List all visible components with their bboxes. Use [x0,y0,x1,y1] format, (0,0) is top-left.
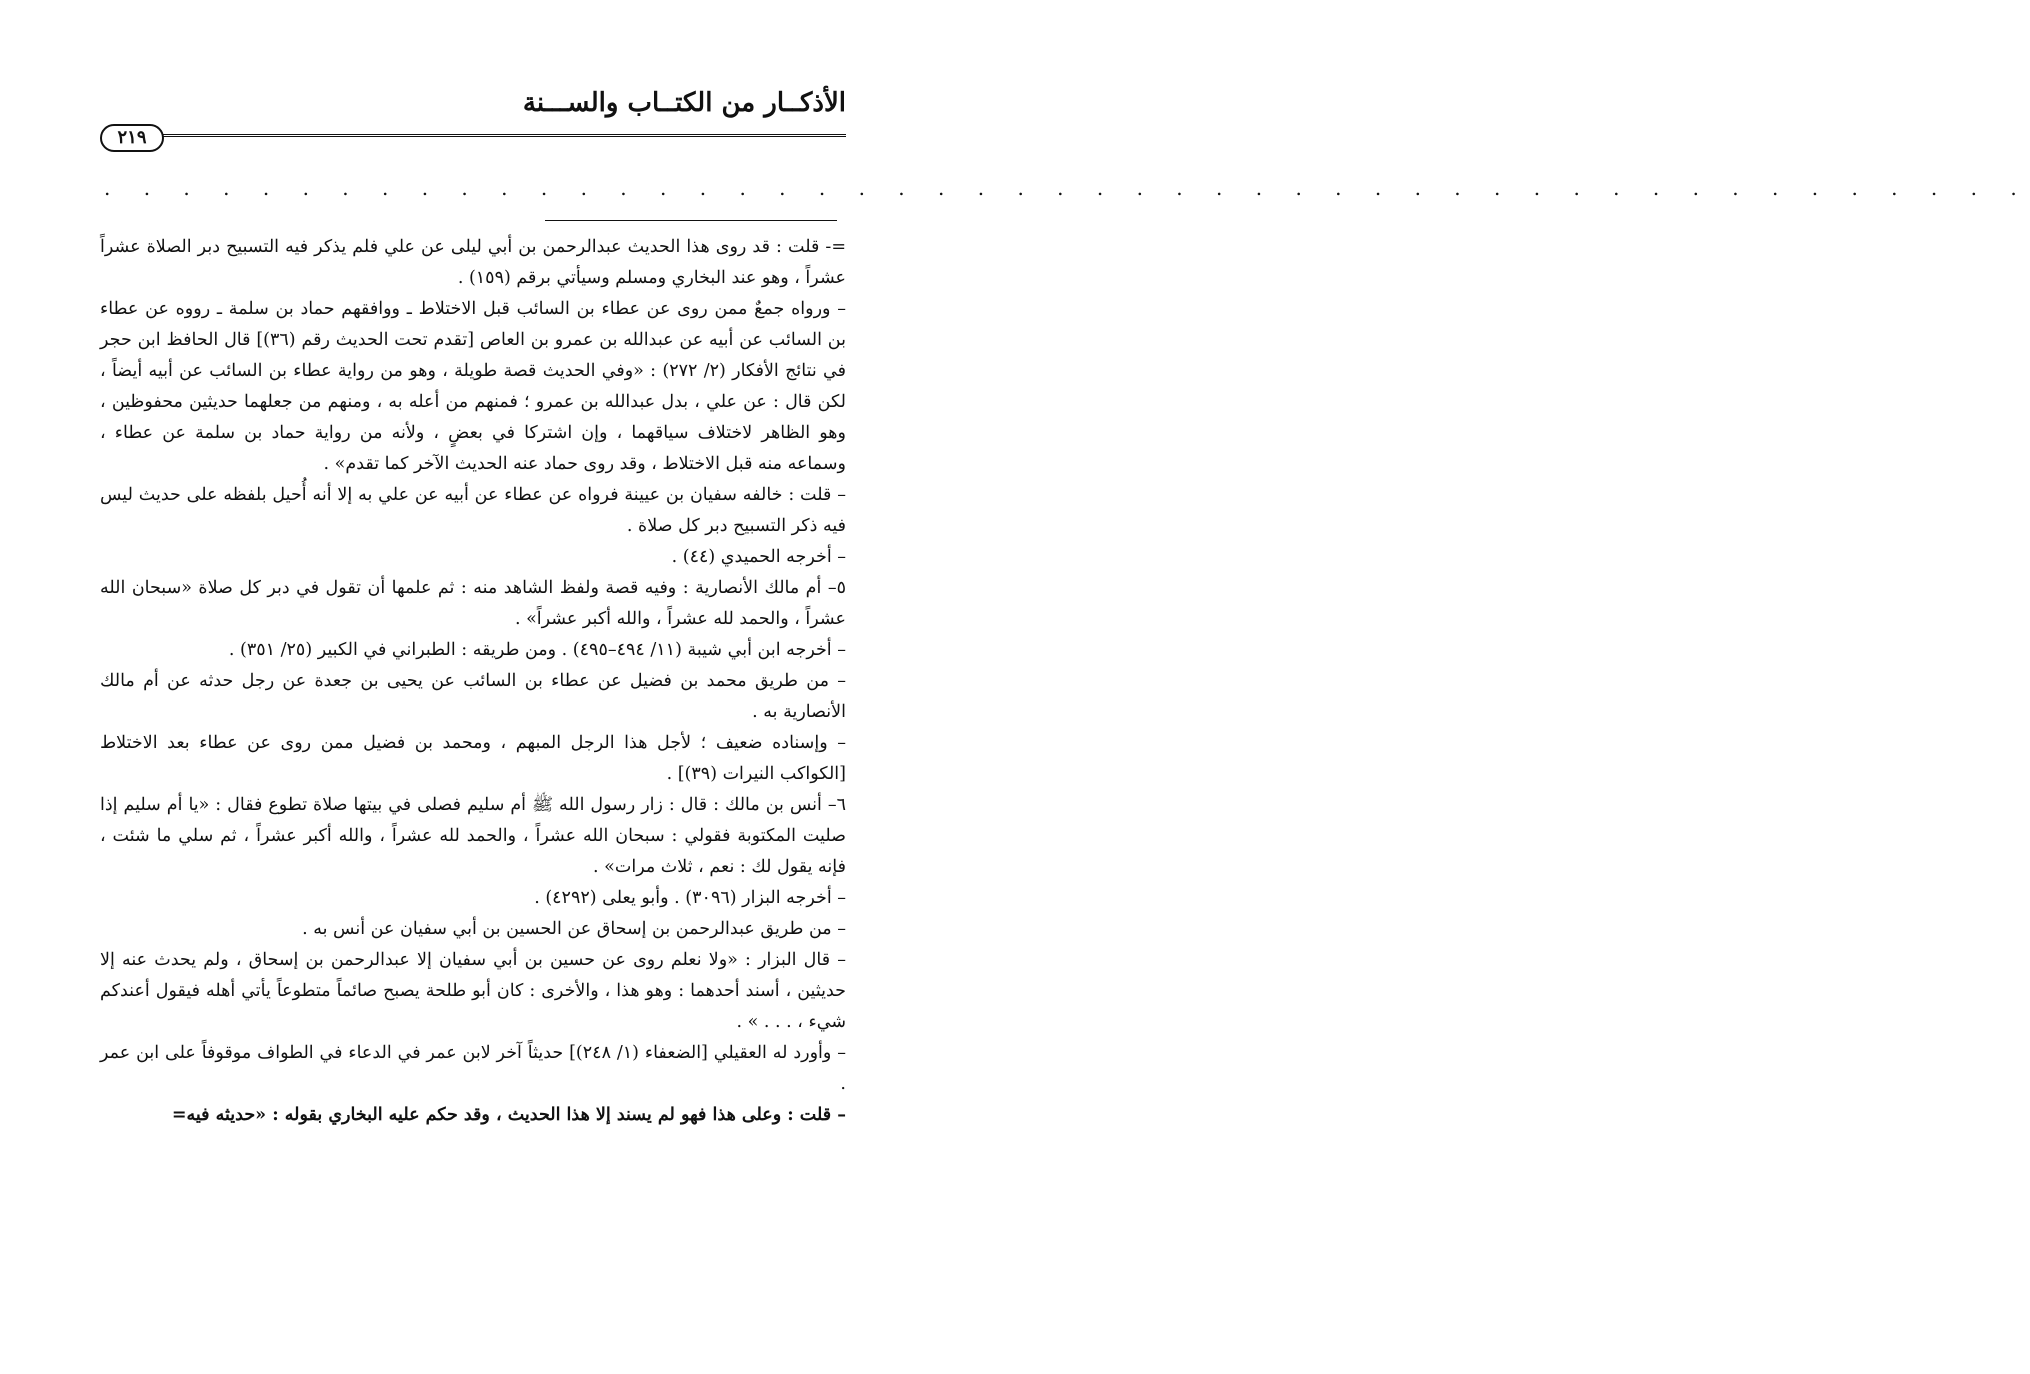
paragraph: – ورواه جمعٌ ممن روى عن عطاء بن السائب قبل الاختلاط ـ ووافقهم حماد بن سلمة ـ رووه عن عطاء بن السائب عن أبيه عن عبدالله بن عمرو بن العاص [تقدم تحت الحديث رقم (٣٦)] قال الحافظ ابن حجر في نتائج الأفكار (٢/ ٢٧٢) : «وفي الحديث قصة طويلة ، وهو من رواية عطاء بن السائب عن أبيه أيضاً ، لكن قال : عن علي ، بدل عبدالله بن عمرو ؛ فمنهم من أعله به ، ومنهم من جعلهما حديثين محفوظين ، وهو الظاهر لاختلاف سياقهما ، وإن اشتركا في بعضٍ ، ولأنه من رواية حماد بن سلمة عن عطاء ، وسماعه منه قبل الاختلاط ، وقد روى حماد عنه الحديث الآخر كما تقدم» . [100,299,846,474]
separator-dots: . . . . . . . . . . . . . . . . . . . . . . . . . . . . . . . . . . . . . . . . . . . . . . . . . [104,176,2030,200]
page-number: ٢١٩ [100,124,164,152]
paragraph: – وأورد له العقيلي [الضعفاء (١/ ٢٤٨)] حديثاً آخر لابن عمر في الدعاء في الطواف موقوفاً على ابن عمر . [100,1043,846,1094]
paragraph: =- قلت : قد روى هذا الحديث عبدالرحمن بن أبي ليلى عن علي فلم يذكر فيه التسبيح دبر الصلاة عشراً عشراً ، وهو عند البخاري ومسلم وسيأتي برقم (١٥٩) . [100,237,846,288]
paragraph: ٥– أم مالك الأنصارية : وفيه قصة ولفظ الشاهد منه : ثم علمها أن تقول في دبر كل صلاة «سبحان الله عشراً ، والحمد لله عشراً ، والله أكبر عشراً» . [100,578,846,629]
paragraph: ٦– أنس بن مالك : قال : زار رسول الله ﷺ أم سليم فصلى في بيتها صلاة تطوع فقال : «يا أم سليم إذا صليت المكتوبة فقولي : سبحان الله عشراً ، والحمد لله عشراً ، والله أكبر عشراً ، ثم سلي ما شئت ، فإنه يقول لك : نعم ، ثلاث مرات» . [100,795,846,877]
paragraph: – أخرجه ابن أبي شيبة (١١/ ٤٩٤–٤٩٥) . ومن طريقه : الطبراني في الكبير (٢٥/ ٣٥١) . [228,640,846,660]
footnote-body [100,232,846,1131]
paragraph: – قال البزار : «ولا نعلم روى عن حسين بن أبي سفيان إلا عبدالرحمن بن إسحاق ، ولم يحدث عنه إلا حديثين ، أسند أحدهما : وهو هذا ، والأخرى : كان أبو طلحة يصبح صائماً متطوعاً يأتي أهله فيقول أعندكم شيء ، . . . » . [100,950,846,1032]
paragraph: – من طريق محمد بن فضيل عن عطاء بن السائب عن يحيى بن جعدة عن رجل حدثه عن أم مالك الأنصارية به . [100,671,846,722]
footnote-rule [545,220,837,221]
paragraph: – قلت : خالفه سفيان بن عيينة فرواه عن عطاء عن أبيه عن علي به إلا أنه أُحيل بلفظه على حديث ليس فيه ذكر التسبيح دبر كل صلاة . [100,485,846,536]
paragraph: – من طريق عبدالرحمن بن إسحاق عن الحسين بن أبي سفيان عن أنس به . [302,919,846,939]
paragraph: – أخرجه البزار (٣٠٩٦) . وأبو يعلى (٤٢٩٢) . [534,888,846,908]
page-header [100,88,846,148]
paragraph: – وإسناده ضعيف ؛ لأجل هذا الرجل المبهم ، ومحمد بن فضيل ممن روى عن عطاء بعد الاختلاط [الكواكب النيرات (٣٩)] . [100,733,846,784]
header-rule-group [100,127,846,148]
header-rule [146,134,846,137]
paragraph: – قلت : وعلى هذا فهو لم يسند إلا هذا الحديث ، وقد حكم عليه البخاري بقوله : «حديثه فيه= [171,1105,846,1125]
book-title: الأذكــار من الكتــاب والســـنة [522,88,846,118]
paragraph: – أخرجه الحميدي (٤٤) . [671,547,846,567]
